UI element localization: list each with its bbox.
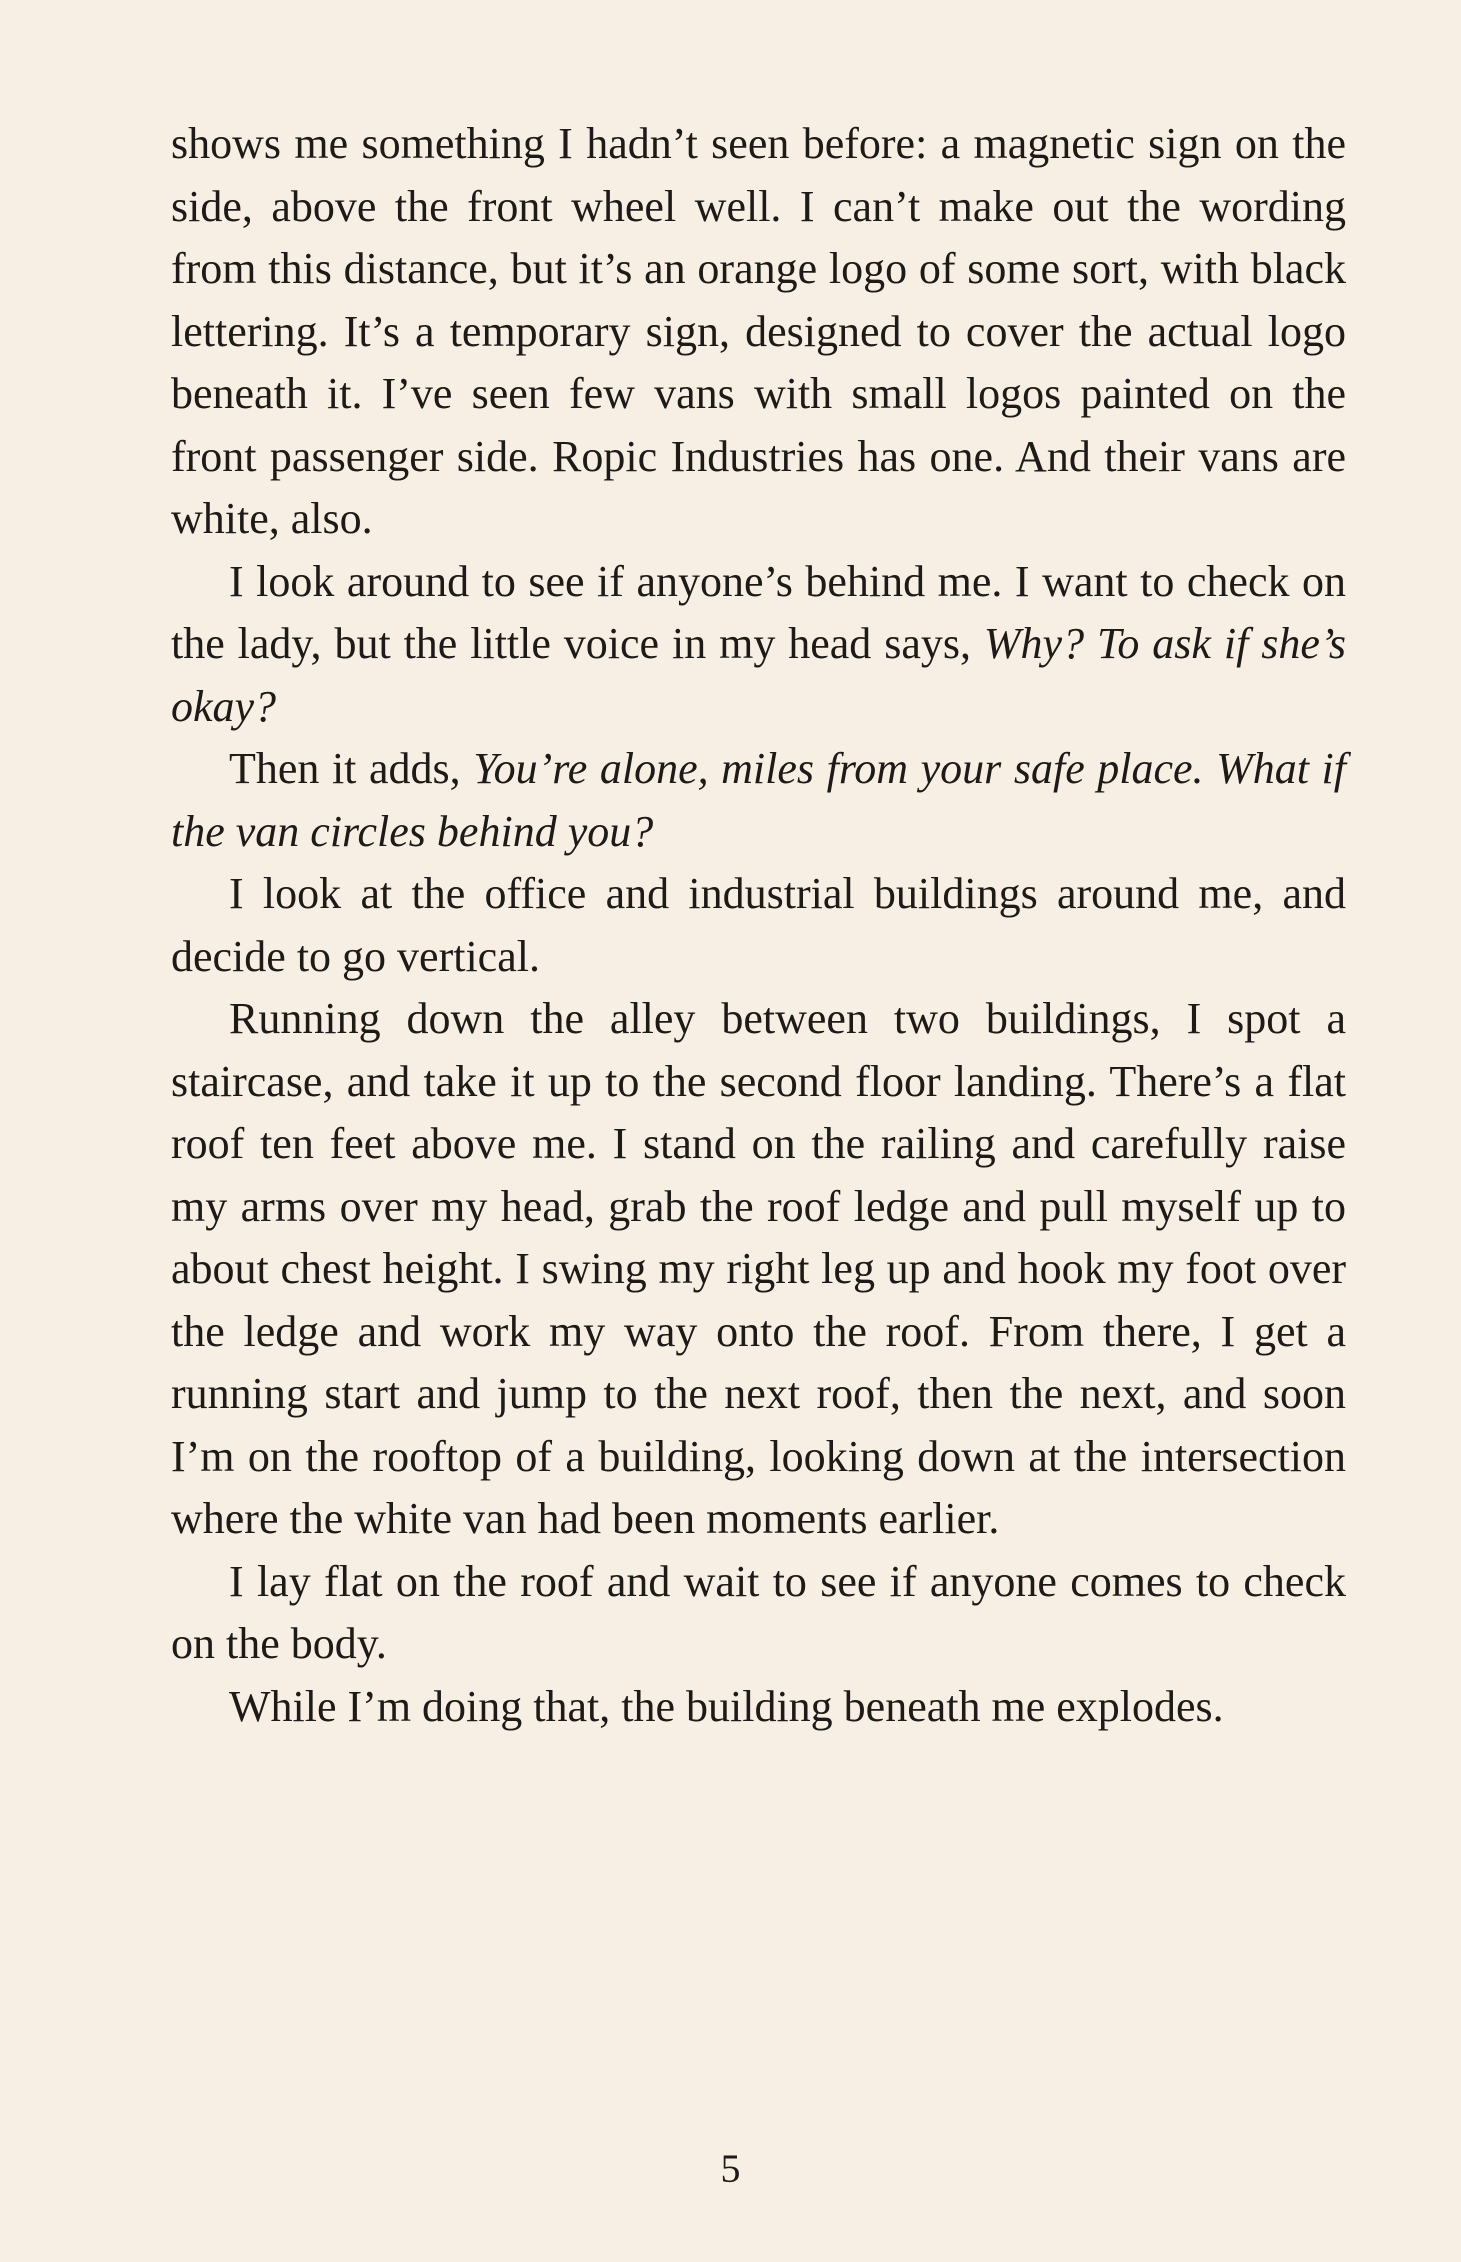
paragraph-6 [171, 1551, 1346, 1676]
body-text [171, 113, 1346, 1738]
paragraph-text: I lay flat on the roof and wait to see if anyone comes to check on the body. [171, 1556, 1346, 1668]
paragraph-1 [171, 113, 1346, 551]
paragraph-3 [171, 738, 1346, 863]
italic-thought: You’re alone, miles from your safe place. What if the van circles behind you? [171, 744, 1346, 856]
paragraph-5 [171, 988, 1346, 1551]
paragraph-text: While I’m doing that, the building beneath me explodes. [229, 1681, 1224, 1731]
paragraph-4 [171, 863, 1346, 988]
page-number: 5 [720, 2146, 741, 2191]
paragraph-2 [171, 551, 1346, 739]
paragraph-7 [171, 1676, 1346, 1739]
paragraph-text: shows me something I hadn’t seen before: a magnetic sign on the side, above the front wheel well. I can’t make out the wording from this distance, but it’s an orange logo of some sort, with black lettering. It’s a temporary sign, designed to cover the actual logo beneath it. I’ve seen few vans with small logos painted on the front passenger side. Ropic Industries has one. And their vans are white, also. [171, 119, 1346, 543]
paragraph-text: Then it adds, [229, 744, 474, 793]
paragraph-text: I look around to see if anyone’s behind me. I want to check on the lady, but the little voice in my head says, [171, 556, 1346, 668]
paragraph-text: I look at the office and industrial buildings around me, and decide to go vertical. [171, 869, 1346, 981]
paragraph-text: Running down the alley between two buildings, I spot a staircase, and take it up to the second floor landing. There’s a flat roof ten feet above me. I stand on the railing and carefully raise my arms over my head, grab the roof ledge and pull myself up to about chest height. I swing my right leg up and hook my foot over the ledge and work my way onto the roof. From there, I get a running start and jump to the next roof, then the next, and soon I’m on the rooftop of a building, looking down at the intersection where the white van had been moments earlier. [171, 994, 1346, 1543]
italic-thought: Why? To ask if she’s okay? [171, 619, 1346, 731]
